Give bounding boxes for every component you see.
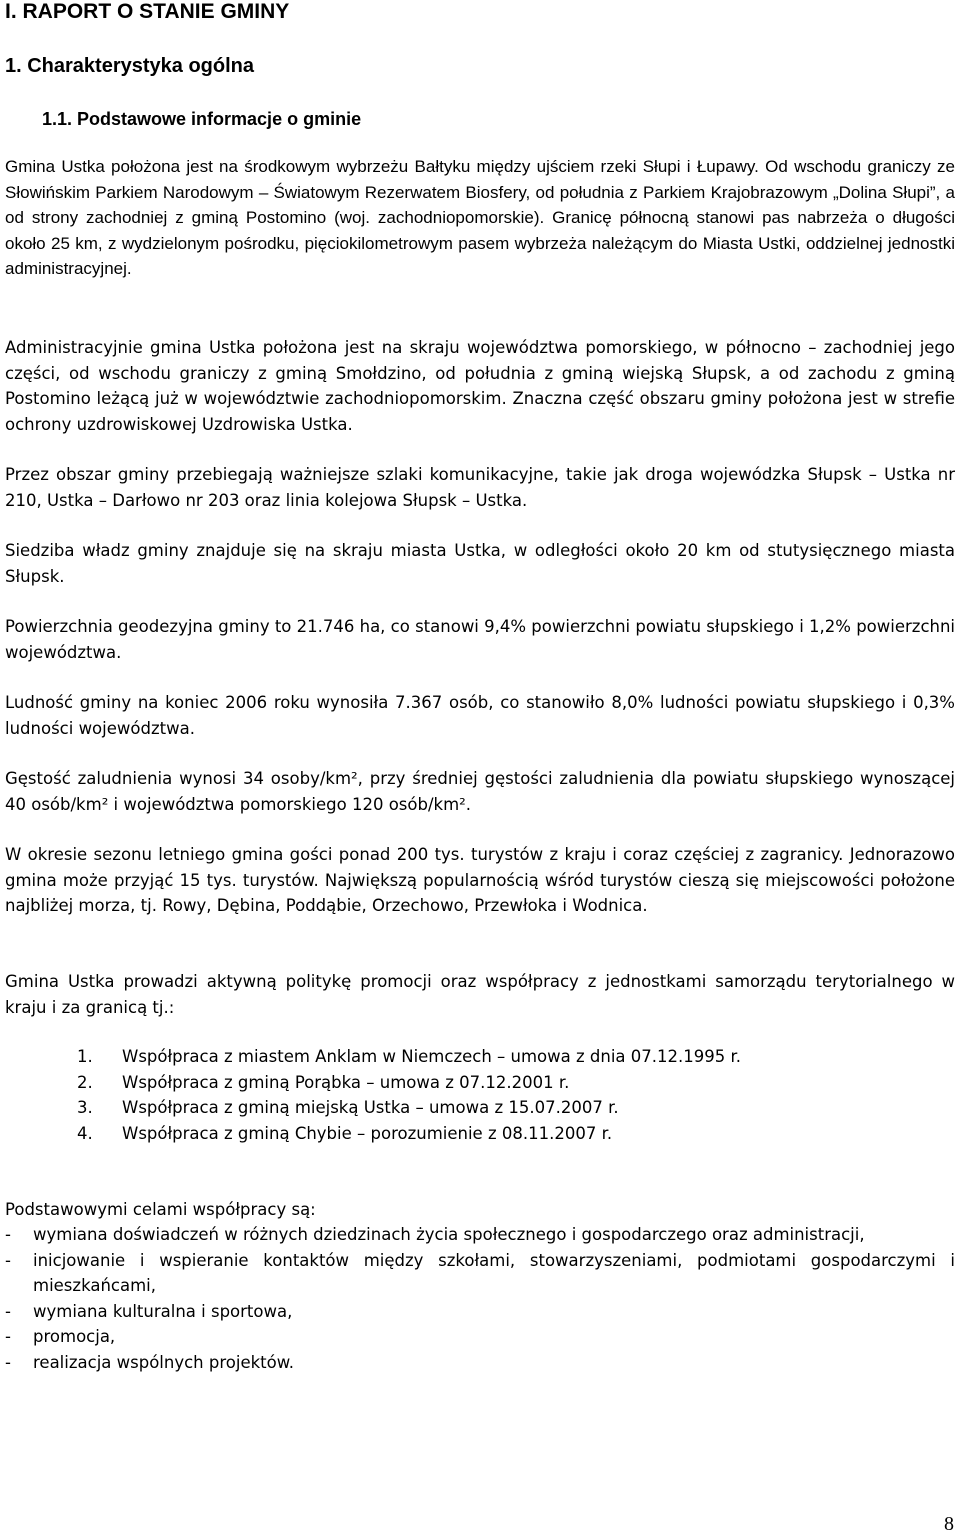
list-item-text: Współpraca z gminą Chybie – porozumienie z 08.11.2007 r. [122,1123,613,1143]
list-item-text: Współpraca z miastem Anklam w Niemczech – umowa z dnia 07.12.1995 r. [122,1047,742,1066]
list-item-text: wymiana doświadczeń w różnych dziedzinach życia społecznego i gospodarczego oraz administracji, [33,1225,865,1244]
list-item-text: Współpraca z gminą miejską Ustka – umowa z 15.07.2007 r. [122,1098,619,1117]
list-item-text: Współpraca z gminą Porąbka – umowa z 07.12.2001 r. [122,1072,570,1092]
dash-bullet: - [5,1250,11,1270]
list-item-text: wymiana kulturalna i sportowa, [33,1301,293,1321]
list-number: 1. [77,1047,93,1066]
list-item [77,1070,741,1096]
dash-bullet: - [5,1301,11,1321]
paragraph-density: Gęstość zaludnienia wynosi 34 osoby/km², przy średniej gęstości zaludnienia dla powiatu słupskiego wynoszącej 40 osób/km² i województwa pomorskiego 120 osób/km². [5,769,955,814]
list-item [5,1248,955,1299]
paragraph-transport: Przez obszar gminy przebiegają ważniejsze szlaki komunikacyjne, takie jak droga wojewódzka Słupsk – Ustka nr 210, Ustka – Darłowo nr 203 oraz linia kolejowa Słupsk – Ustka. [5,465,955,510]
subchapter-heading: 1.1. Podstawowe informacje o gminie [42,109,362,129]
cooperation-list [77,1044,741,1146]
paragraph-area: Powierzchnia geodezyjna gminy to 21.746 ha, co stanowi 9,4% powierzchni powiatu słupskiego i 1,2% powierzchni województwa. [5,617,956,662]
list-item-text: promocja, [33,1327,116,1346]
list-item-text: realizacja wspólnych projektów. [33,1352,294,1372]
list-item [5,1222,955,1248]
list-item-text: inicjowanie i wspieranie kontaktów między szkołami, stowarzyszeniami, podmiotami gospodarczymi i mieszkańcami, [33,1250,955,1295]
list-item [5,1299,955,1325]
chapter-heading: 1. Charakterystyka ogólna [5,55,254,77]
list-item [77,1095,741,1121]
list-item [77,1044,741,1070]
list-number: 3. [77,1098,93,1117]
section-heading: I. RAPORT O STANIE GMINY [5,0,290,23]
paragraph-seat: Siedziba władz gminy znajduje się na skraju miasta Ustka, w odległości około 20 km od stutysięcznego miasta Słupsk. [5,541,955,586]
dash-bullet: - [5,1225,11,1244]
dash-bullet: - [5,1352,11,1372]
list-number: 2. [77,1072,93,1092]
dash-bullet: - [5,1327,11,1346]
list-number: 4. [77,1123,93,1143]
goals-heading: Podstawowymi celami współpracy są: [5,1200,316,1219]
list-item [77,1121,741,1147]
page-number: 8 [944,1513,954,1535]
paragraph-promotion: Gmina Ustka prowadzi aktywną politykę promocji oraz współpracy z jednostkami samorządu terytorialnego w kraju i za granicą tj.: [5,972,955,1017]
paragraph-location: Gmina Ustka położona jest na środkowym wybrzeżu Bałtyku między ujściem rzeki Słupi i Łupawy. Od wschodu graniczy ze Słowińskim Parkiem Narodowym – Światowym Rezerwatem Biosfery, od południa z Parkiem Krajobrazowym „Dolina Słupi”, a od strony zachodniej z gminą Postomino (woj. zachodniopomorskie). Granicę północną stanowi pas nabrzeża o długości około 25 km, z wydzielonym pośrodku, pięciokilometrowym pasem wybrzeża należącym do Miasta Ustki, oddzielnej jednostki administracyjnej. [5,157,955,278]
goals-list [5,1222,955,1375]
list-item [5,1350,955,1376]
paragraph-administration: Administracyjnie gmina Ustka położona jest na skraju województwa pomorskiego, w północno – zachodniej jego części, od wschodu graniczy z gminą Smołdzino, od południa z gminą wiejską Słupsk, a od zachodu z gminą Postomino leżącą już w województwie zachodniopomorskim. Znaczna część obszaru gminy położona jest w strefie ochrony uzdrowiskowej Uzdrowiska Ustka. [5,338,955,434]
list-item [5,1324,955,1350]
paragraph-population: Ludność gminy na koniec 2006 roku wynosiła 7.367 osób, co stanowiło 8,0% ludności powiatu słupskiego i 0,3% ludności województwa. [5,693,955,738]
paragraph-tourism: W okresie sezonu letniego gmina gości ponad 200 tys. turystów z kraju i coraz częściej z zagranicy. Jednorazowo gmina może przyjąć 15 tys. turystów. Największą popularnością wśród turystów cieszą się miejscowości położone najbliżej morza, tj. Rowy, Dębina, Poddąbie, Orzechowo, Przewłoka i Wodnica. [5,845,955,915]
